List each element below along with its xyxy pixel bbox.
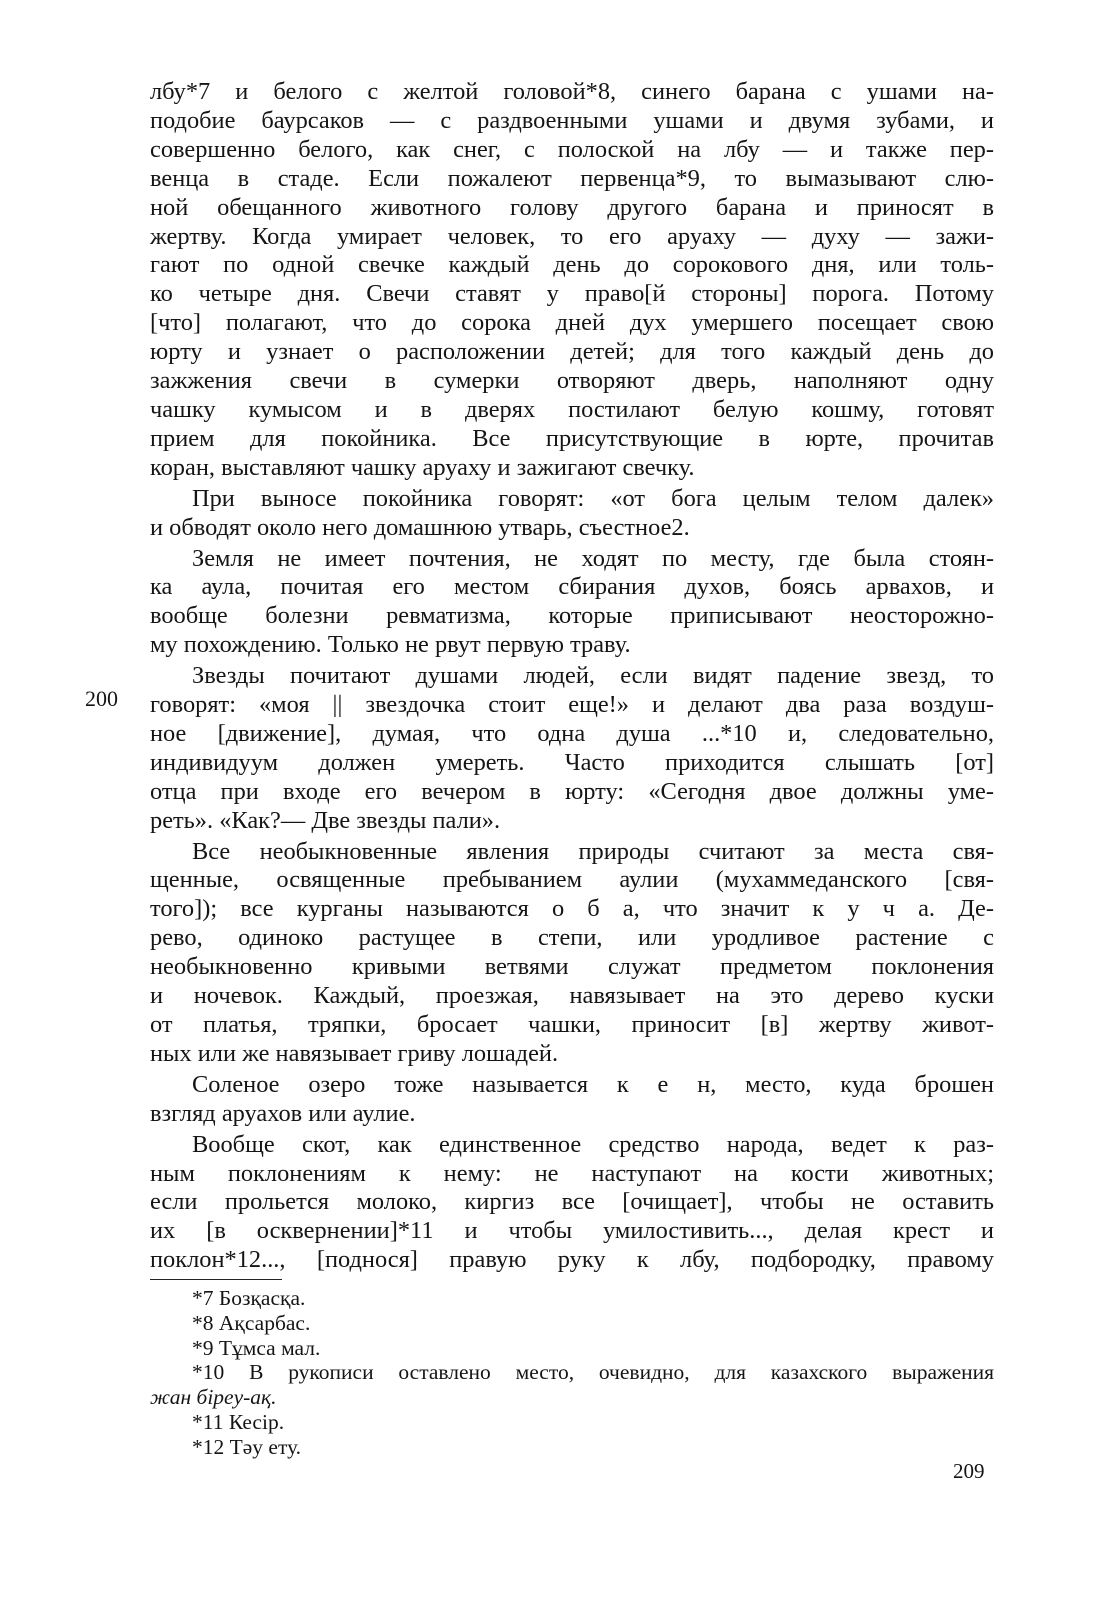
text-line: [что] полагают, что до сорока дней дух умершего посещает свою (150, 309, 994, 337)
paragraph-7 (150, 1131, 994, 1276)
footnote-mark: *11 (192, 1409, 224, 1434)
footnote-text: В рукописи оставлено место, очевидно, для казахского выражения (249, 1360, 995, 1385)
text-line: и ночевок. Каждый, проезжая, навязывает на это дерево куски (150, 982, 994, 1010)
footnote-separator (150, 1279, 282, 1280)
paragraph-4 (150, 662, 994, 835)
footnote-mark: *7 (192, 1286, 214, 1310)
text-line: зажжения свечи в сумерки отворяют дверь, наполняют одну (150, 367, 994, 395)
text-line: реть». «Как?— Две звезды пали». (150, 806, 501, 834)
paragraph-2 (150, 485, 994, 543)
text-line: венца в стаде. Если пожалеют первенца*9, то вымазывают слю- (150, 164, 994, 192)
text-line: совершенно белого, как снег, с полоской на лбу — и также пер- (150, 135, 994, 163)
footnote-9 (150, 1336, 994, 1361)
text-line: говорят: «моя || звездочка стоит еще!» и делают два раза воздуш- (150, 691, 994, 719)
text-line: ных или же навязывает гриву лошадей. (150, 1039, 559, 1067)
text-line: жертву. Когда умирает человек, то его аруаху — духу — зажи- (150, 222, 994, 250)
text-line: поклон*12..., [поднося] правую руку к лбу, подбородку, правому (150, 1246, 994, 1274)
text-line: необыкновенно кривыми ветвями служат предметом поклонения (150, 953, 994, 981)
footnote-mark: *12 (192, 1434, 225, 1459)
text-line: ка аула, почитая его местом сбирания духов, боясь арвахов, и (150, 573, 994, 601)
text-line: Все необыкновенные явления природы считают за места свя- (192, 837, 994, 865)
footnote-mark: *10 (192, 1360, 225, 1385)
text-line: от платья, тряпки, бросает чашки, приносит [в] жертву живот- (150, 1011, 994, 1038)
page-number: 209 (953, 1459, 985, 1483)
text-line: взгляд аруахов или аулие. (150, 1099, 416, 1127)
paragraph-5 (150, 838, 994, 1069)
footnote-11 (150, 1410, 994, 1435)
text-line: Звезды почитают душами людей, если видят падение звезд, то (192, 662, 994, 690)
text-line: вообще болезни ревматизма, которые приписывают неосторожно- (150, 602, 994, 630)
text-line: лбу*7 и белого с желтой головой*8, синего барана с ушами на- (150, 78, 994, 105)
text-line: подобие баурсаков — с раздвоенными ушами и двумя зубами, и (150, 106, 994, 134)
text-line: му похождению. Только не рвут первую траву. (150, 631, 631, 659)
text-line: того]); все курганы называются о б а, что значит к у ч а. Де- (150, 895, 994, 923)
footnote-mark: *9 (192, 1335, 214, 1360)
paragraph-3 (150, 545, 994, 661)
text-line: юрту и узнает о расположении детей; для того каждый день до (150, 338, 994, 366)
text-line: ным поклонениям к нему: не наступают на кости животных; (150, 1159, 994, 1187)
margin-page-number: 200 (85, 686, 118, 711)
footnote-text: Тұмса мал. (218, 1335, 321, 1360)
footnotes (150, 1286, 994, 1460)
text-line: Соленое озеро тоже называется к е н, место, куда брошен (192, 1070, 994, 1098)
footnote-mark: *8 (192, 1310, 214, 1335)
paragraph-1 (150, 78, 994, 483)
text-line: гают по одной свечке каждый день до сорокового дня, или толь- (150, 251, 994, 279)
footnote-10 (150, 1360, 994, 1385)
text-line: и обводят около него домашнюю утварь, съестное2. (150, 513, 690, 541)
text-line: щенные, освященные пребыванием аулии (мухаммеданского [свя- (150, 866, 994, 894)
text-line: чашку кумысом и в дверях постилают белую кошму, готовят (150, 395, 994, 423)
text-line: ной обещанного животного голову другого барана и приносят в (150, 193, 994, 221)
footnote-12 (150, 1435, 994, 1460)
text-line: ко четыре дня. Свечи ставят у право[й стороны] порога. Потому (150, 280, 994, 308)
body-text (150, 78, 994, 1277)
footnote-text: Ақсарбас. (218, 1310, 311, 1335)
footnote-text: Бозқасқа. (218, 1286, 306, 1310)
footnote-text: Тәу ету. (229, 1434, 302, 1459)
footnote-8 (150, 1311, 994, 1336)
footnote-10-continuation: жан біреу-ақ. (150, 1385, 277, 1410)
text-line: ное [движение], думая, что одна душа ...*10 и, следовательно, (150, 719, 994, 747)
text-line: прием для покойника. Все присутствующие в юрте, прочитав (150, 424, 994, 452)
text-line: Вообще скот, как единственное средство народа, ведет к раз- (192, 1130, 994, 1158)
footnote-text: Кесір. (228, 1409, 285, 1434)
text-line: Земля не имеет почтения, не ходят по месту, где была стоян- (192, 544, 994, 572)
text-line: индивидуум должен умереть. Часто приходится слышать [от] (150, 748, 994, 776)
text-line: коран, выставляют чашку аруаху и зажигают свечку. (150, 453, 695, 481)
text-line: При выносе покойника говорят: «от бога целым телом далек» (192, 484, 994, 512)
text-line: если прольется молоко, киргиз все [очищает], чтобы не оставить (150, 1188, 994, 1216)
paragraph-6 (150, 1071, 994, 1129)
text-line: рево, одиноко растущее в степи, или уродливое растение с (150, 924, 994, 952)
text-line: их [в осквернении]*11 и чтобы умилостивить..., делая крест и (150, 1217, 994, 1245)
text-line: отца при входе его вечером в юрту: «Сегодня двое должны уме- (150, 777, 994, 805)
footnote-7 (150, 1286, 994, 1311)
